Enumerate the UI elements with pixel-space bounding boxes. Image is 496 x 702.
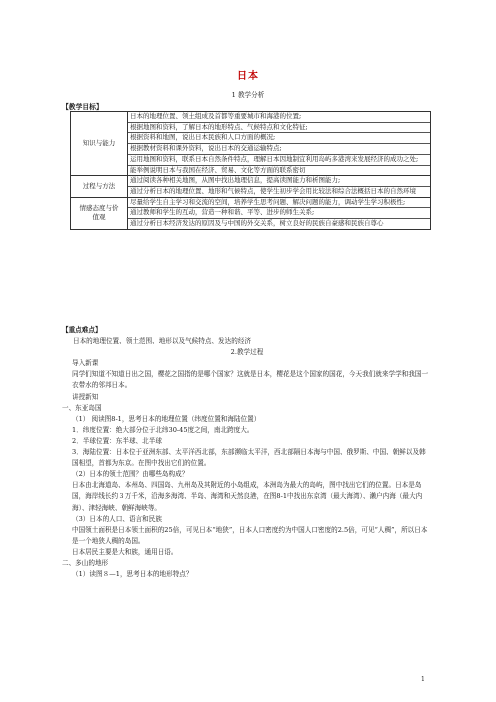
- objective-item: 通过阅读各种相关地图，从图中找出地理信息，提高读图能力和析图能力;: [128, 176, 430, 187]
- section-1-heading: 一、东亚岛国: [62, 403, 102, 412]
- process-heading: 2.教学过程: [230, 348, 264, 357]
- answer-1-hemisphere: 2．半球位置：东半球、北半球: [72, 436, 162, 445]
- answer-3-ethnicity: 日本居民主要是大和族，通用日语。: [72, 547, 178, 556]
- objectives-label: 【教学目标】: [62, 103, 103, 111]
- objective-item: 通过分析日本经济发达的原因及与中国的外交关系，树立良好的民族自豪感和民族自尊心: [130, 219, 384, 228]
- objective-item: 能举例说明日本与我国在经济、贸易、文化等方面的联系密切: [130, 165, 306, 174]
- objective-item: 运用地图和资料，联系日本自然条件特点，理解日本因地制宜利用岛屿多港湾来发展经济的成功之处;: [128, 155, 430, 166]
- objective-items: [128, 197, 431, 229]
- objective-category: 知识与能力: [71, 112, 128, 176]
- answer-3: 中国领土面积是日本领土面积的25倍，可见日本“地狭”，日本人口密度约为中国人口密度的2.5倍，可见“人稠”，所以日本是一个地狭人稠的岛国。: [72, 525, 428, 545]
- page-number: 1: [421, 676, 425, 683]
- objective-category: 情感态度与价值观: [71, 197, 128, 229]
- objective-row-knowledge: [71, 112, 431, 176]
- answer-1-sea-land: 3．海陆位置：日本位于亚洲东部、太平洋西北部，东部濒临太平洋，西北部隔日本海与中国、俄罗斯、中国、朝鲜以及韩国相望，首都为东京。在图中找出它们的位置。: [72, 448, 426, 468]
- objective-item: 根据地图和资料，了解日本的地形特点、气候特点和文化特征;: [128, 123, 430, 134]
- section-subtitle: 1 教学分析: [231, 91, 265, 99]
- objective-items: [128, 112, 431, 176]
- objective-category: 过程与方法: [71, 176, 128, 197]
- objective-item: 通过教师和学生的互动，营造一种和谐、平等、进步的师生关系;: [128, 208, 430, 219]
- section-2-question-1: （1）读图８—1，思考日本的地形特点？: [72, 570, 193, 579]
- objectives-table: [70, 111, 431, 230]
- objective-item: 通过分析日本的地理位置、地形和气候特点，使学生初步学会用比较法和综合法概括日本的自然环境: [130, 186, 416, 195]
- objective-item: 日本的地理位置、领土组成及首都等重要城市和海港的位置;: [128, 112, 430, 123]
- question-1: （1） 阅读图8-1，思考日本的地理位置（纬度位置和海陆位置）: [72, 414, 261, 423]
- objective-item: 根据资料和地图，说出日本民族和人口方面的概况;: [128, 133, 430, 144]
- intro-label: 导入新课: [72, 359, 99, 368]
- objective-row-process: [71, 176, 431, 197]
- page-title: 日本: [237, 71, 259, 82]
- question-3: （3）日本的人口、语言和民族: [72, 514, 162, 523]
- answer-1-latitude: 1．纬度位置：绝大部分位于北纬30-45度之间，南北跨度大。: [72, 425, 254, 434]
- objective-item: 尽量给学生自主学习和交流的空间，培养学生思考问题、解决问题的能力，调动学生学习积极性;: [128, 198, 430, 209]
- lesson-body: [62, 325, 432, 580]
- key-points-label: 【重点难点】: [62, 326, 102, 334]
- objective-item: 根据教材资料和课外资料，说出日本的交通运输特点;: [128, 144, 430, 155]
- section-2-heading: 二、多山的地形: [62, 558, 109, 567]
- key-points-text: 日本的地理位置、领土范围、地形以及气候特点、发达的经济: [73, 337, 252, 346]
- intro-text: 同学们知道不知道日出之国，樱花之国指的是哪个国家？这就是日本，樱花是这个国家的国花，今天我们就来学学和我国一衣带水的邻邦日本。: [72, 370, 429, 390]
- objective-items: [128, 176, 431, 197]
- new-knowledge-label: 讲授新知: [72, 392, 99, 401]
- question-2: （2）日本的领土范围？由哪些岛构成？: [72, 470, 189, 479]
- answer-2: 日本由北海道岛、本州岛、四国岛、九州岛及其附近的小岛组成，本洲岛为最大的岛屿，图中找出它们的位置。日本是岛国，海岸线长约３万千米，沿海多海湾、半岛、海湾和天然良港，在图8-1中找出东京湾（最大海湾）、濑户内海（最大内海）、津轻海峡、朝鲜海峡等。: [72, 481, 423, 512]
- objective-row-attitude: [71, 197, 431, 229]
